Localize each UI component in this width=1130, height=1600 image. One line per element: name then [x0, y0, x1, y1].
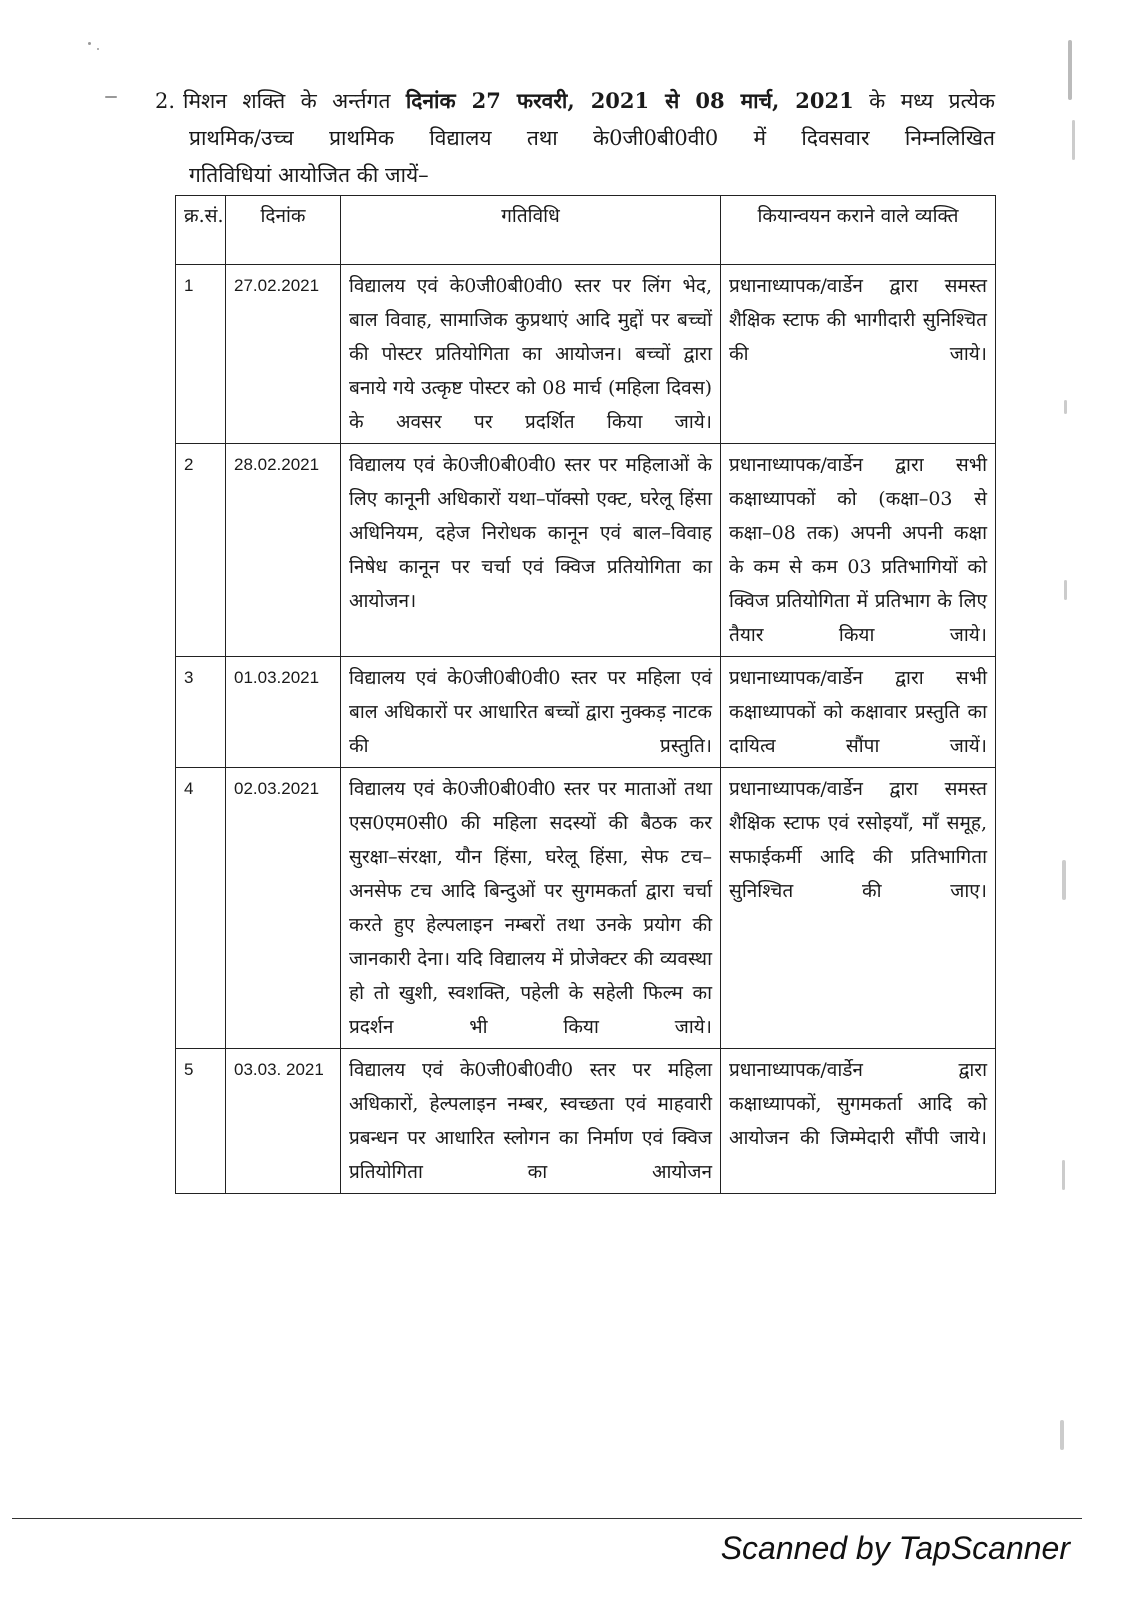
- row-activity: विद्यालय एवं के0जी0बी0वी0 स्तर पर महिला एवं बाल अधिकारों पर आधारित बच्चों द्वारा नुक्कड़ नाटक की प्रस्तुति।: [341, 657, 721, 768]
- intro-line-2: प्राथमिक/उच्च प्राथमिक विद्यालय तथा के0जी0बी0वी0 में दिवसवार निम्नलिखित: [189, 126, 995, 150]
- section-number: 2.: [155, 89, 176, 113]
- row-date: 02.03.2021: [226, 768, 341, 1049]
- intro-paragraph: [155, 82, 995, 194]
- scan-speck: [1062, 860, 1066, 900]
- row-serial-number: 2: [176, 444, 226, 657]
- scan-speck: [1064, 580, 1067, 600]
- scan-speck: [105, 96, 117, 98]
- activity-schedule-table: [175, 195, 996, 1194]
- intro-text-post: के मध्य प्रत्येक: [853, 89, 995, 113]
- row-serial-number: 1: [176, 265, 226, 444]
- scan-speck: [1064, 400, 1067, 414]
- scan-speck: [1068, 40, 1072, 100]
- intro-text-pre: मिशन शक्ति के अर्न्तगत: [183, 89, 406, 113]
- table-header-row: [176, 196, 996, 265]
- table-row: [176, 265, 996, 444]
- row-responsible-person: प्रधानाध्यापक/वार्डेन द्वारा सभी कक्षाध्यापकों को कक्षावार प्रस्तुति का दायित्व सौंपा जायें।: [721, 657, 996, 768]
- scanner-watermark: Scanned by TapScanner: [720, 1530, 1070, 1566]
- header-activity: गतिविधि: [341, 196, 721, 265]
- scan-speck: [1060, 1420, 1064, 1450]
- row-activity: विद्यालय एवं के0जी0बी0वी0 स्तर पर महिलाओं के लिए कानूनी अधिकारों यथा–पॉक्सो एक्ट, घरेलू हिंसा अधिनियम, दहेज निरोधक कानून एवं बाल–विवाह निषेध कानून पर चर्चा एवं क्विज प्रतियोगिता का आयोजन।: [341, 444, 721, 657]
- row-responsible-person: प्रधानाध्यापक/वार्डेन द्वारा कक्षाध्यापकों, सुगमकर्ता आदि को आयोजन की जिम्मेदारी सौंपी जाये।: [721, 1049, 996, 1194]
- row-activity: विद्यालय एवं के0जी0बी0वी0 स्तर पर माताओं तथा एस0एम0सी0 की महिला सदस्यों की बैठक कर सुरक्षा–संरक्षा, यौन हिंसा, घरेलू हिंसा, सेफ टच–अनसेफ टच आदि बिन्दुओं पर सुगमकर्ता द्वारा चर्चा करते हुए हेल्पलाइन नम्बरों तथा उनके प्रयोग की जानकारी देना। यदि विद्यालय में प्रोजेक्टर की व्यवस्था हो तो खुशी, स्वशक्ति, पहेली के सहेली फिल्म का प्रदर्शन भी किया जाये।: [341, 768, 721, 1049]
- row-serial-number: 3: [176, 657, 226, 768]
- header-serial-number: क्र.सं.: [176, 196, 226, 265]
- footer-divider: [12, 1518, 1082, 1519]
- row-serial-number: 4: [176, 768, 226, 1049]
- row-activity: विद्यालय एवं के0जी0बी0वी0 स्तर पर लिंग भेद, बाल विवाह, सामाजिक कुप्रथाएं आदि मुद्दों पर बच्चों की पोस्टर प्रतियोगिता का आयोजन। बच्चों द्वारा बनाये गये उत्कृष्ट पोस्टर को 08 मार्च (महिला दिवस) के अवसर पर प्रदर्शित किया जाये।: [341, 265, 721, 444]
- row-date: 03.03. 2021: [226, 1049, 341, 1194]
- intro-line-1: [155, 82, 995, 120]
- row-activity: विद्यालय एवं के0जी0बी0वी0 स्तर पर महिला अधिकारों, हेल्पलाइन नम्बर, स्वच्छता एवं माहवारी प्रबन्धन पर आधारित स्लोगन का निर्माण एवं क्विज प्रतियोगिता का आयोजन: [341, 1049, 721, 1194]
- scan-speck: [97, 48, 99, 50]
- row-serial-number: 5: [176, 1049, 226, 1194]
- table-row: [176, 768, 996, 1049]
- header-responsible-person: कियान्वयन कराने वाले व्यक्ति: [721, 196, 996, 265]
- header-date: दिनांक: [226, 196, 341, 265]
- row-responsible-person: प्रधानाध्यापक/वार्डेन द्वारा सभी कक्षाध्यापकों को (कक्षा–03 से कक्षा–08 तक) अपनी अपनी कक्षा के कम से कम 03 प्रतिभागियों को क्विज प्रतियोगिता में प्रतिभाग के लिए तैयार किया जाये।: [721, 444, 996, 657]
- row-date: 28.02.2021: [226, 444, 341, 657]
- table-row: [176, 657, 996, 768]
- scan-speck: [88, 42, 91, 45]
- row-date: 27.02.2021: [226, 265, 341, 444]
- intro-date-range: दिनांक 27 फरवरी, 2021 से 08 मार्च, 2021: [405, 88, 854, 113]
- row-responsible-person: प्रधानाध्यापक/वार्डेन द्वारा समस्त शैक्षिक स्टाफ की भागीदारी सुनिश्चित की जाये।: [721, 265, 996, 444]
- row-date: 01.03.2021: [226, 657, 341, 768]
- scan-speck: [1062, 1160, 1065, 1190]
- table-row: [176, 1049, 996, 1194]
- intro-line-3: गतिविधियां आयोजित की जायें–: [189, 163, 429, 187]
- table-row: [176, 444, 996, 657]
- scan-speck: [1072, 120, 1075, 160]
- row-responsible-person: प्रधानाध्यापक/वार्डेन द्वारा समस्त शैक्षिक स्टाफ एवं रसोइयाँ, माँ समूह, सफाईकर्मी आदि की प्रतिभागिता सुनिश्चित की जाए।: [721, 768, 996, 1049]
